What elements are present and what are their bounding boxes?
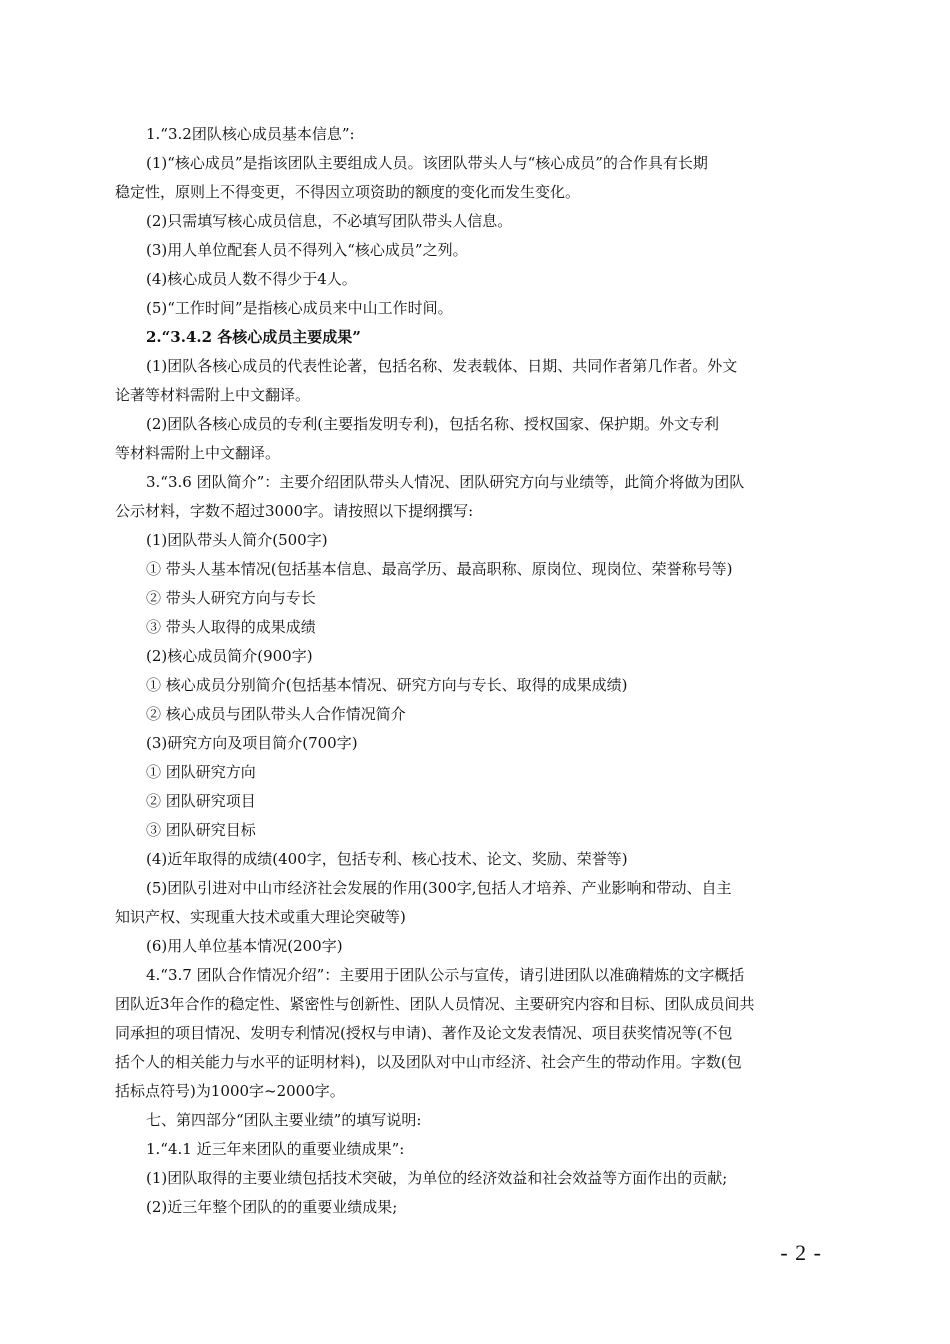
text-line: (2)核心成员简介(900字) xyxy=(146,647,313,665)
text-line: (1)团队取得的主要业绩包括技术突破，为单位的经济效益和社会效益等方面作出的贡献; xyxy=(146,1169,728,1187)
text-line: 稳定性，原则上不得变更，不得因立项资助的额度的变化而发生变化。 xyxy=(115,183,581,201)
text-line: ③ 带头人取得的成果成绩 xyxy=(146,618,316,636)
text-line: 括个人的相关能力与水平的证明材料)，以及团队对中山市经济、社会产生的带动作用。字数(包 xyxy=(115,1053,742,1071)
text-line: 3.“3.6 团队简介”：主要介绍团队带头人情况、团队研究方向与业绩等，此简介将做为团队 xyxy=(146,473,745,491)
text-line: (1)团队带头人简介(500字) xyxy=(146,531,328,549)
text-line: (2)近三年整个团队的的重要业绩成果; xyxy=(146,1198,398,1216)
text-line: 七、第四部分“团队主要业绩”的填写说明: xyxy=(146,1111,422,1129)
text-line: (3)用人单位配套人员不得列入“核心成员”之列。 xyxy=(146,241,468,259)
text-line: ① 带头人基本情况(包括基本信息、最高学历、最高职称、原岗位、现岗位、荣誉称号等) xyxy=(146,560,733,578)
text-line: (1)“核心成员”是指该团队主要组成人员。该团队带头人与“核心成员”的合作具有长期 xyxy=(146,154,708,172)
text-line: 括标点符号)为1000字~2000字。 xyxy=(115,1082,345,1100)
text-line: ① 团队研究方向 xyxy=(146,763,256,781)
text-line: 等材料需附上中文翻译。 xyxy=(115,444,281,462)
text-line: 论著等材料需附上中文翻译。 xyxy=(115,386,311,404)
text-line: 4.“3.7 团队合作情况介绍”：主要用于团队公示与宣传，请引进团队以准确精炼的文字概括 xyxy=(146,966,745,984)
text-line: (5)团队引进对中山市经济社会发展的作用(300字,包括人才培养、产业影响和带动、自主 xyxy=(146,879,732,897)
text-line: (5)“工作时间”是指核心成员来中山工作时间。 xyxy=(146,299,453,317)
text-line: 团队近3年合作的稳定性、紧密性与创新性、团队人员情况、主要研究内容和目标、团队成员间共 xyxy=(115,995,755,1013)
text-line: 知识产权、实现重大技术或重大理论突破等) xyxy=(115,908,406,926)
document-body xyxy=(115,120,837,1222)
text-line: ② 带头人研究方向与专长 xyxy=(146,589,316,607)
text-line: (2)团队各核心成员的专利(主要指发明专利)，包括名称、授权国家、保护期。外文专利 xyxy=(146,415,719,433)
text-line: ② 团队研究项目 xyxy=(146,792,256,810)
text-line: (3)研究方向及项目简介(700字) xyxy=(146,734,358,752)
page-number: - 2 - xyxy=(780,1240,822,1265)
text-line: 1.“4.1 近三年来团队的重要业绩成果”: xyxy=(146,1140,405,1158)
text-line: ② 核心成员与团队带头人合作情况简介 xyxy=(146,705,406,723)
text-line: ① 核心成员分别简介(包括基本情况、研究方向与专长、取得的成果成绩) xyxy=(146,676,628,694)
text-line: (1)团队各核心成员的代表性论著，包括名称、发表载体、日期、共同作者第几作者。外文 xyxy=(146,357,738,375)
text-line: 同承担的项目情况、发明专利情况(授权与申请)、著作及论文发表情况、项目获奖情况等(不包 xyxy=(115,1024,733,1042)
text-line: ③ 团队研究目标 xyxy=(146,821,256,839)
text-line: 2.“3.4.2 各核心成员主要成果” xyxy=(146,328,361,346)
text-line: 公示材料，字数不超过3000字。请按照以下提纲撰写: xyxy=(115,502,474,520)
text-line: 1.“3.2团队核心成员基本信息”: xyxy=(146,125,355,143)
text-line: (4)近年取得的成绩(400字，包括专利、核心技术、论文、奖励、荣誉等) xyxy=(146,850,628,868)
text-line: (6)用人单位基本情况(200字) xyxy=(146,937,343,955)
text-line: (2)只需填写核心成员信息，不必填写团队带头人信息。 xyxy=(146,212,513,230)
text-line: (4)核心成员人数不得少于4人。 xyxy=(146,270,357,288)
